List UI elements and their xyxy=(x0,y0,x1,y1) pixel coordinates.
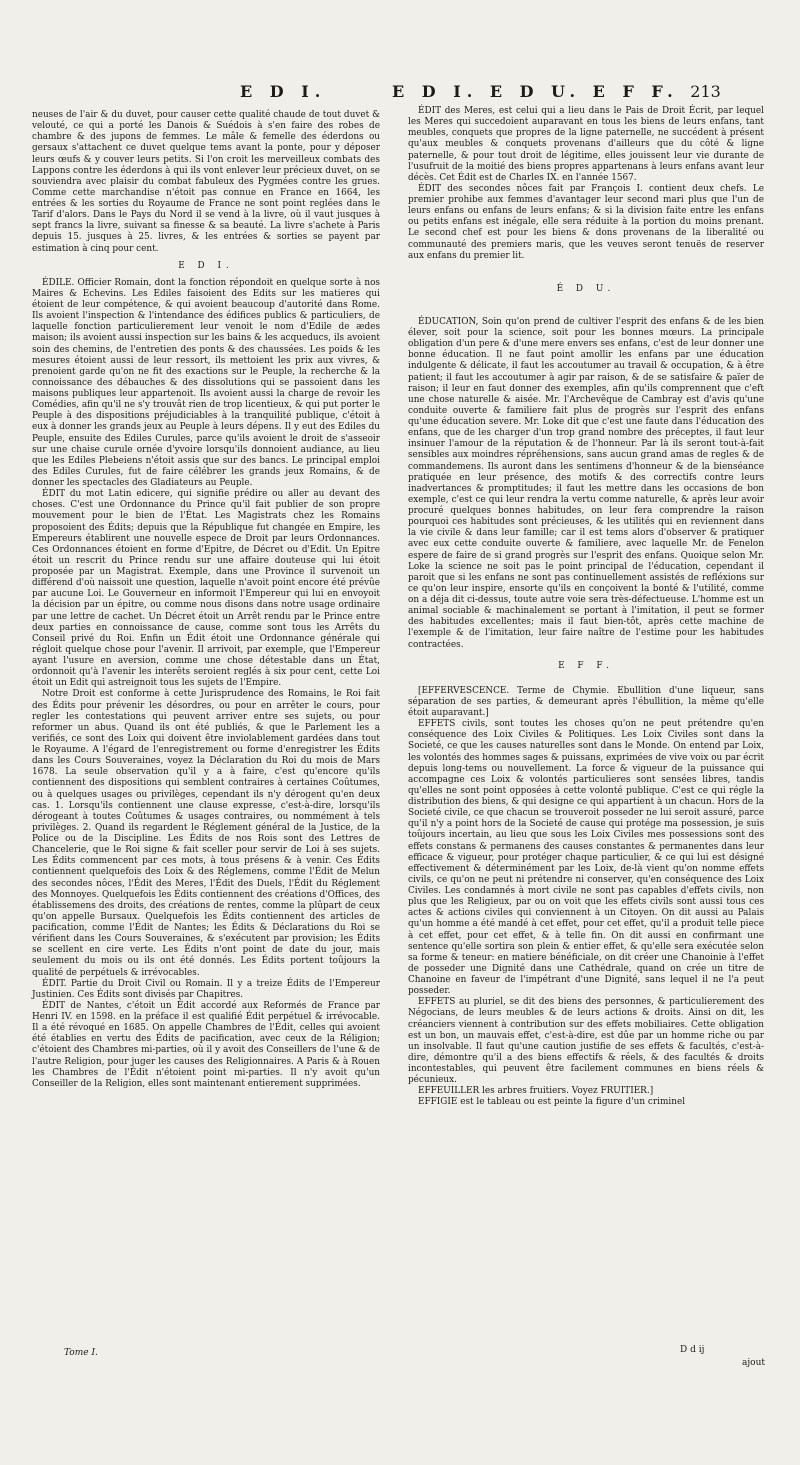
entry-education: ÉDUCATION, Soin qu'on prend de cultiver l'esprit des enfans & de les bien élever, soit pour la science, soit pour les bonnes mœurs. La principale obligation d'un pere & d'une mere envers ses enfans, c'est de leur donner une bonne éducation. Il ne faut point amollir les enfans par une éducation indulgente & délicate, il faut les accoutumer au travail & occupation, & à être patient; il faut les accoutumer à agir par raison, & de se satisfaire & païer de raison; il leur en faut donner des exemples, afin qu'ils comprennent que c'eft une chose naturelle & aisée. Mr. l'Archevêque de Cambray est d'avis qu'une conduite ouverte & familiere fait plus de progrès sur l'esprit des enfans qu'une éducation severe. Mr. Loke dit que c'est une faute dans l'éducation des enfans, que de les charger d'un trop grand nombre des préceptes, il faut leur insinuer l'amour de la réputation & de l'honneur. Par là ils seront tout-à-fait sensibles aux moindres répréhensions, sans aucun grand amas de regles & de commandemens. Ils auront dans les sentimens d'honneur & de la bienséance pratiquée en leur présence, des motifs & des correctifs contre leurs inadvertances & promptitudes; il faut les mettre dans les occasions de bon exemple, c'est ce qui leur rendra la vertu comme naturelle, & après leur avoir procuré quelques bonnes habitudes, on leur fera comprendre la raison pourquoi ces habitudes sont précieuses, & les utilités qui en reviennent dans la vie civile & dans leur famille; car il est tems alors d'observer & pratiquer avec eux cette conduite ouverte & familiere, avec laquelle Mr. de Fenelon espere de faire de si grand progrès sur l'esprit des enfans. Quoique selon Mr. Loke la science ne soit pas le point principal de l'éducation, cependant il paroit que si les enfans ne sont pas continuellement assistés de refléxions sur ce qu'on leur inspire, ensorte qu'ils en conçoivent la bonté & l'utilité, comme on a déja dit ci-dessus, toute autre voie sera très-défectueuse. L'homme est un animal sociable & machinalement se portant à l'imitation, il peut se former des habitudes excellentes; mais il faut bien-tôt, après cette machine de l'exemple & de l'imitation, leur faire naître de l'estime pour les habitudes contractées. xyxy=(408,316,764,650)
right-running-head xyxy=(392,82,721,101)
volume-label: Tome I. xyxy=(64,1348,98,1358)
entry-edit-des-meres: ÉDIT des Meres, est celui qui a lieu dans le Pais de Droit Écrit, par lequel les Meres qui succedoient auparavant en tous les biens de leurs enfans, tant meubles, conquets que propres de la ligne paternelle, ne succédent à présent qu'aux meubles & conquets provenans d'ailleurs que du côté & ligne paternelle, & pour tout droit de légitime, elles jouissent leur vie durante de l'usufruit de la moitié des biens propres appartenans à leurs enfans avant leur décès. Cet Édit est de Charles IX. en l'année 1567. xyxy=(408,106,764,183)
left-running-head: E D I. xyxy=(240,82,327,101)
page-number: 213 xyxy=(690,82,721,101)
entry-edit: ÉDIT du mot Latin edicere, qui signifie prédire ou aller au devant des choses. C'est une Ordonnance du Prince qu'il fait publier de son propre mouvement pour le bien de l'État. Les Magistrats chez les Romains proposoient des Édits; depuis que la République fut changée en Empire, les Empereurs établirent une nouvelle espece de Droit par leurs Ordonnances. Ces Ordonnances étoient en forme d'Epitre, de Décret ou d'Edit. Un Epitre étoit un rescrit du Prince rendu sur une affaire douteuse qui lui étoit proposée par un Magistrat. Exemple, dans une Province il survenoit un différend d'où naissoit une question, laquelle n'avoit point encore été prévûe par aucune Loi. Le Gouverneur en informoit l'Empereur qui lui en envoyoit la décision par un épitre, ou comme nous disons dans notre usage ordinaire par une lettre de cachet. Un Décret étoit un Arrêt rendu par le Prince entre deux parties en connoissance de cause, comme sont tous les Arrêts du Conseil privé du Roi. Enfin un Édit étoit une Ordonnance générale qui régloit quelque chose pour l'avenir. Il arrivoit, par exemple, que l'Empereur ayant l'usure en aversion, comme une chose détestable dans un État, ordonnoit qu'à l'avenir les interêts seroient reglés à six pour cent, cette Loi étoit un Edit qui astreignoit tous les sujets de l'Empire. xyxy=(32,489,380,689)
entry-effets-pluriel: EFFETS au pluriel, se dit des biens des personnes, & particulierement des Négocians, de leurs meubles & de leurs actions & droits. Ainsi on dit, les créanciers viennent à contribution sur des effets mobiliaires. Cette obligation est un bon, un mauvais effet, c'est-à-dire, est dûe par un homme riche ou par un insolvable. Il faut qu'une caution justifie de ses effets & facultés, c'est-à-dire, démontre qu'il a des biens effectifs & réels, & des facultés & droits incontestables, qui peuvent être facilement communes en biens réels & pécunieux. xyxy=(408,997,764,1086)
catchword: ajout xyxy=(742,1358,765,1368)
section-heading-edu: É D U. xyxy=(556,283,616,294)
section-heading-edi: E D I. xyxy=(178,260,234,271)
section-heading-eff: E F F. xyxy=(558,660,614,671)
entry-edit-de-nantes: ÉDIT de Nantes, c'étoit un Édit accordé aux Reformés de France par Henri IV. en 1598. en la préface il est qualifié Édit perpétuel & irrévocable. Il a été révoqué en 1685. On appelle Chambres de l'Édit, celles qui avoient été établies en vertu des Édits de pacification, avec ceux de la Réligion; c'étoient des Chambres mi-parties, où il y avoit des Conseillers de l'une & de l'autre Religion, pour juger les causes des Religionnaires. A Paris & à Rouen les Chambres de l'Édit n'étoient point mi-parties. Il n'y avoit qu'un Conseiller de la Religion, elles sont maintenant entierement supprimées. xyxy=(32,1000,380,1089)
entry-effeuiller: EFFEUILLER les arbres fruitiers. Voyez FRUITIER.] xyxy=(418,1086,654,1097)
paragraph-eiderdown: neuses de l'air & du duvet, pour causer cette qualité chaude de tout duvet & velouté, ce qui a porté les Danois & Suédois à s'en faire des robes de chambre & des jupons de femmes. Le mâle & femelle des éderdons ou gersaux s'attachent ce duvet quelque tems avant la ponte, pour y déposer leurs œufs & y couver leurs petits. Si l'on croit les merveilleux combats des Lappons contre les éderdons à qui ils vont enlever leur précieux duvet, on se souviendra avec plaisir du combat fabuleux des Pygmées contre les grues. Comme cette marchandise n'étoit pas connue en France en 1664, les entrées & les sorties du Royaume de France ne sont point reglées dans le Tarif d'alors. Dans le Pays du Nord il se vend à la livre, où il vaut jusques à sept francs la livre, suivant sa finesse & sa beauté. La livre s'achete à Paris depuis 15. jusques à 25. livres, & les entrées & sorties se payent par estimation à cinq pour cent. xyxy=(32,110,380,254)
left-column xyxy=(32,110,380,1090)
entry-edile: ÉDILE. Officier Romain, dont la fonction répondoit en quelque sorte à nos Maires & Echevins. Les Ediles faisoient des Edits sur les matieres qui étoient de leur compétence, & qui avoient beaucoup d'autorité dans Rome. Ils avoient l'inspection & l'intendance des édifices publics & particuliers, de laquelle fonction particulierement leur venoit le nom d'Edile de ædes maison; ils avoient aussi inspection sur les bains & les acqueducs, ils avoient soin des chemins, de l'entretien des ponts & des chaussées. Les poids & les mesures étoient aussi de leur ressort, ils mettoient les prix aux vivres, & prenoient garde qu'on ne fit des exactions sur le Peuple, la recherche & la connoissance des débauches & des dissolutions qui se passoient dans les maisons publiques leur appartenoit. Ils avoient aussi la charge de revoir les Comédies, afin qu'il ne s'y trouvât rien de trop licentieux, & qui put porter le Peuple à des dispositions préjudiciables à la tranquilité publique, c'étoit à eux à donner les grands jeux au Peuple à leurs dépens. Il y eut des Ediles du Peuple, ensuite des Ediles Curules, parce qu'ils avoient le droit de s'asseoir sur une chaise curule ornée d'yvoire lorsqu'ils donnoient audiance, au lieu que les Ediles Plebeiens n'étoit assis que sur des bancs. Le principal emploi des Ediles Curules, fut de faire célébrer les grands jeux Romains, & de donner les spectacles des Gladiateurs au Peuple. xyxy=(32,277,380,488)
right-running-head-title: E D I. E D U. E F F. xyxy=(392,82,679,101)
entry-effervescence: [EFFERVESCENCE. Terme de Chymie. Ebullition d'une liqueur, sans séparation de ses parties, & demeurant après l'ébullition, la même qu'elle étoit auparavant.] xyxy=(408,685,764,718)
entry-edit-droit-civil: ÉDIT. Partie du Droit Civil ou Romain. Il y a treize Édits de l'Empereur Justinien. Ces Édits sont divisés par Chapitres. xyxy=(32,978,380,1000)
entry-edit-secondes-noces: ÉDIT des secondes nôces fait par François I. contient deux chefs. Le premier prohibe aux femmes d'avantager leur second mari plus que l'un de leurs enfans ou enfans de leurs enfans; & si la division faite entre les enfans ou petits enfans est inégale, elle sera réduite à la portion du moins prenant. Le second chef est pour les biens & dons provenans de la liberalité ou communauté des premiers maris, que les veuves seront tenuës de reserver aux enfans du premier lit. xyxy=(408,183,764,261)
right-column xyxy=(408,106,764,1109)
signature-mark: D d ij xyxy=(680,1345,705,1355)
entry-effigie: EFFIGIE est le tableau ou est peinte la figure d'un criminel xyxy=(418,1097,686,1108)
paragraph-notre-droit: Notre Droit est conforme à cette Jurisprudence des Romains, le Roi fait des Édits pour prévenir les désordres, ou pour en arrêter le cours, pour regler les contestations qui peuvent arriver entre ses sujets, ou pour reformer un abus. Quand ils ont été publiés, & que le Parlement les a verifiés, ce sont des Loix qui doivent être inviolablement gardées dans tout le Royaume. A l'égard de l'enregistrement ou forme d'enregistrer les Édits dans les Cours Souveraines, voyez la Déclaration du Roi du mois de Mars 1678. La seule observation qu'il y a à faire, c'est qu'encore qu'ils contiennent des dispositions qui semblent contraires à certaines Coûtumes, ou à quelques usages ou privilèges, cependant ils n'y dérogent qu'en deux cas. 1. Lorsqu'ils contiennent une clause expresse, c'est-à-dire, lorsqu'ils dérogeant à toutes Coûtumes & usages contraires, ou nommément à tels privilèges. 2. Quand ils regardent le Réglement général de la Justice, de la Police ou de la Discipline. Les Édits de nos Rois sont des Lettres de Chancelerie, que le Roi signe & fait sceller pour servir de Loi à ses sujets. Les Édits commencent par ces mots, à tous présens & à venir. Ces Édits contiennent quelquefois des Loix & des Réglemens, comme l'Édit de Melun des secondes nôces, l'Édit des Meres, l'Édit des Duels, l'Édit du Réglement des Monnoyes. Quelquefois les Édits contiennent des créations d'Offices, des établissemens des droits, des créations de rentes, comme la plûpart de ceux qu'on appelle Bursaux. Quelquefois les Édits contiennent des articles de pacification, comme l'Édit de Nantes; les Édits & Déclarations du Roi se vérifient dans les Cours Souveraines, & s'exécutent par provision; les Édits se scellent en cire verte. Les Édits n'ont point de date du jour, mais seulement du mois ou ils ont été donnés. Les Édits portent toûjours la qualité de perpétuels & irrévocables. xyxy=(32,689,380,978)
entry-effets-civils: EFFETS civils, sont toutes les choses qu'on ne peut prétendre qu'en conséquence des Loix Civiles & Politiques. Les Loix Civiles sont dans la Societé, ce que les causes naturelles sont dans le Monde. On entend par Loix, les volontés des hommes sages & puissans, exprimées de vive voix ou par écrit depuis long-tems ou nouvellement. La force & vigueur de la puissance qui accompagne ces Loix & volontés particulieres sont sensées libres, tandis qu'elles ne sont point opposées à cette volonté publique. C'est ce qui régle la distribution des biens, & qui designe ce qui appartient à un chacun. Hors de la Societé civile, ce que chacun se trouveroit posseder ne lui seroit assuré, parce qu'il n'y a point hors de la Societé de cause qui protége ma possession, je suis toûjours incertain, au lieu que sous les Loix Civiles mes possessions sont des effets constans & permanens des causes constantes & permanentes dans leur efficace & vigueur, pour protéger chaque particulier, & ce qui lui est désigné effectivement & déterminément par les Loix, de-là vient qu'on nomme effets civils, ce qu'on ne peut ni prétendre ni conserver, qu'en conséquence des Loix Civiles. Les condamnés à mort civile ne sont pas capables d'effets civils, non plus que les Religieux, par ou on voit que les effets civils sont aussi tous ces actes & actions civiles qui conviennent à un Citoyen. On dit aussi au Palais qu'un homme a été mandé à cet effet, pour cet effet, qu'il a produit telle piece à cet effet, pour cet effet, & à telle fin. On dit aussi en confirmant une sentence qu'elle sortira son plein & entier effet, & qu'elle sera exécutée selon sa forme & teneur: en matiere bénéficiale, on dit créer une Chanoinie à l'effet de posseder une Dignité dans une Cathédrale, quand on crée un titre de Chanoine en faveur de l'impétrant d'une Dignité, sans lequel il ne l'a peut posseder. xyxy=(408,719,764,997)
